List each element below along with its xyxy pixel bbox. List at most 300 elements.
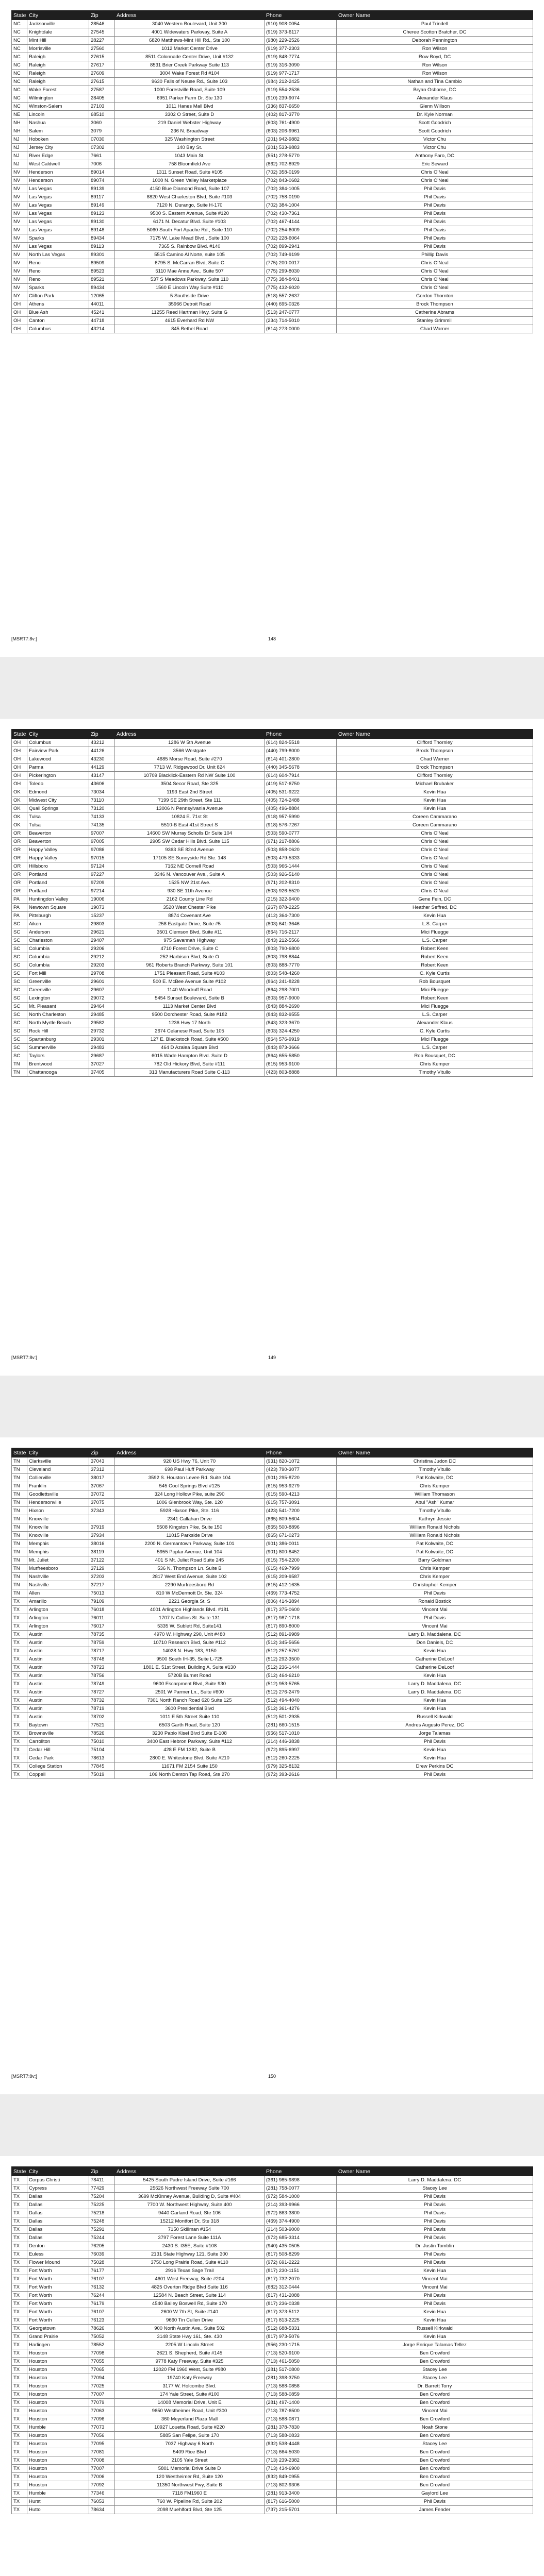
state-cell: TN xyxy=(12,1540,27,1548)
owner-cell: Ben Crowford xyxy=(337,2358,533,2366)
phone-cell: (215) 322-9400 xyxy=(265,895,337,904)
city-cell: Euless xyxy=(27,2250,89,2259)
owner-cell: Kevin Hua xyxy=(337,2267,533,2275)
zip-cell: 76123 xyxy=(89,2316,115,2325)
address-cell: 11671 FM 2154 Suite 150 xyxy=(115,1762,265,1771)
owner-cell: Brock Thompson xyxy=(337,747,533,755)
table-row xyxy=(12,78,533,86)
phone-cell: (817) 230-1151 xyxy=(265,2267,337,2275)
address-cell: 2800 E. Whitestone Blvd, Suite #210 xyxy=(115,1754,265,1762)
address-cell: 17105 SE Sunnyside Rd Ste. 148 xyxy=(115,854,265,862)
address-cell: 2205 W Lincoln Street xyxy=(115,2341,265,2349)
city-cell: Fort Worth xyxy=(27,2316,89,2325)
phone-cell: (512) 891-9989 xyxy=(265,1631,337,1639)
owner-cell: Chris O'Neal xyxy=(337,887,533,895)
city-cell: Anderson xyxy=(27,928,89,937)
zip-cell: 77008 xyxy=(89,2456,115,2465)
state-cell: TN xyxy=(12,1507,27,1515)
table-row xyxy=(12,904,533,912)
city-cell: Clarksville xyxy=(27,1458,89,1466)
address-cell: 961 Roberts Branch Parkway, Suite 101 xyxy=(115,961,265,970)
zip-cell: 76053 xyxy=(89,2498,115,2506)
address-cell: 12584 N. Beach Street, Suite 114 xyxy=(115,2292,265,2300)
state-cell: OK xyxy=(12,805,27,813)
phone-cell: (615) 590-4213 xyxy=(265,1490,337,1499)
phone-cell: (702) 228-6064 xyxy=(265,234,337,243)
zip-cell: 7661 xyxy=(89,152,115,160)
state-cell: OH xyxy=(12,309,27,317)
address-cell: 4001 Widewaters Parkway, Suite A xyxy=(115,28,265,37)
city-cell: Austin xyxy=(27,1655,89,1664)
zip-cell: 38017 xyxy=(89,1474,115,1482)
phone-cell: (775) 200-0017 xyxy=(265,259,337,267)
table-row xyxy=(12,1507,533,1515)
state-cell: NV xyxy=(12,226,27,234)
phone-cell: (919) 316-3090 xyxy=(265,61,337,70)
zip-cell: 75244 xyxy=(89,2234,115,2242)
address-cell: 2221 Georgia St. S xyxy=(115,1598,265,1606)
zip-cell: 29687 xyxy=(89,1052,115,1060)
address-cell: 4970 W. Highway 290, Unit #480 xyxy=(115,1631,265,1639)
phone-cell: (267) 878-2225 xyxy=(265,904,337,912)
address-cell: 127 E. Blackstock Road, Suite #500 xyxy=(115,1036,265,1044)
city-cell: Henderson xyxy=(27,168,89,177)
zip-cell: 79109 xyxy=(89,1598,115,1606)
address-cell: 3600 Presidential Blvd xyxy=(115,1705,265,1713)
table-row xyxy=(12,193,533,201)
zip-cell: 97015 xyxy=(89,854,115,862)
table-row xyxy=(12,2432,533,2440)
city-cell: River Edge xyxy=(27,152,89,160)
address-cell: 3750 Long Prairie Road, Suite #110 xyxy=(115,2259,265,2267)
city-cell: Columbia xyxy=(27,945,89,953)
column-header-address: Address xyxy=(115,11,265,20)
zip-cell: 37203 xyxy=(89,1573,115,1581)
phone-cell: (412) 364-7300 xyxy=(265,912,337,920)
owner-cell: Phil Davis xyxy=(337,2209,533,2217)
zip-cell: 75204 xyxy=(89,2193,115,2201)
zip-cell: 78732 xyxy=(89,1697,115,1705)
state-cell: TX xyxy=(12,2259,27,2267)
city-cell: Corpus Christi xyxy=(27,2176,89,2184)
address-cell: 11255 Reed Hartman Hwy. Suite G xyxy=(115,309,265,317)
phone-cell: (615) 953-9279 xyxy=(265,1482,337,1490)
state-cell: NV xyxy=(12,201,27,210)
owner-cell: William Ronald Nichols xyxy=(337,1532,533,1540)
zip-cell: 29708 xyxy=(89,970,115,978)
owner-cell: Christina Judon DC xyxy=(337,1458,533,1466)
table-row xyxy=(12,243,533,251)
table-row xyxy=(12,28,533,37)
zip-cell: 75218 xyxy=(89,2209,115,2217)
owner-cell: Pat Kolwaite, DC xyxy=(337,1540,533,1548)
city-cell: Houston xyxy=(27,2415,89,2424)
city-cell: Spartanburg xyxy=(27,1036,89,1044)
zip-cell: 07302 xyxy=(89,144,115,152)
state-cell: NC xyxy=(12,78,27,86)
phone-cell: (551) 278-5770 xyxy=(265,152,337,160)
table-row xyxy=(12,2456,533,2465)
table-row xyxy=(12,1655,533,1664)
state-cell: NH xyxy=(12,119,27,127)
table-row xyxy=(12,1581,533,1589)
phone-cell: (713) 664-5030 xyxy=(265,2448,337,2456)
phone-cell: (615) 412-1635 xyxy=(265,1581,337,1589)
phone-cell: (843) 832-9555 xyxy=(265,1011,337,1019)
table-row xyxy=(12,2316,533,2325)
state-cell: TN xyxy=(12,1474,27,1482)
owner-cell: Kevin Hua xyxy=(337,912,533,920)
page-number: 149 xyxy=(268,1355,276,1360)
state-cell: TX xyxy=(12,2489,27,2498)
phone-cell: (910) 239-9074 xyxy=(265,94,337,103)
state-cell: SC xyxy=(12,945,27,953)
owner-cell: Kevin Hua xyxy=(337,788,533,796)
owner-cell: Chris O'Neal xyxy=(337,871,533,879)
zip-cell: 97124 xyxy=(89,862,115,871)
state-cell: TX xyxy=(12,1762,27,1771)
phone-cell: (405) 531-9222 xyxy=(265,788,337,796)
address-cell: 1000 Forestville Road, Suite 109 xyxy=(115,86,265,94)
owner-cell: Russell Kirkwald xyxy=(337,1713,533,1721)
city-cell: Nashua xyxy=(27,119,89,127)
zip-cell: 75291 xyxy=(89,2226,115,2234)
table-row xyxy=(12,796,533,805)
city-cell: Hurst xyxy=(27,2498,89,2506)
city-cell: Tulsa xyxy=(27,821,89,829)
state-cell: TX xyxy=(12,2267,27,2275)
table-row xyxy=(12,1019,533,1027)
table-header-row xyxy=(12,730,533,739)
city-cell: Coppell xyxy=(27,1771,89,1779)
table-row xyxy=(12,912,533,920)
state-cell: SC xyxy=(12,970,27,978)
zip-cell: 77098 xyxy=(89,2349,115,2358)
zip-cell: 73110 xyxy=(89,796,115,805)
zip-cell: 89117 xyxy=(89,193,115,201)
owner-cell: Nathan and Tina Cambio xyxy=(337,78,533,86)
phone-cell: (940) 435-0505 xyxy=(265,2242,337,2250)
address-cell: 6503 Garth Road, Suite 120 xyxy=(115,1721,265,1730)
phone-cell: (423) 541-7200 xyxy=(265,1507,337,1515)
address-cell: 2621 S. Shepherd, Suite #145 xyxy=(115,2349,265,2358)
phone-cell: (615) 953-9100 xyxy=(265,1060,337,1069)
phone-cell: (512) 257-5767 xyxy=(265,1647,337,1655)
address-cell: 9363 SE 82nd Avenue xyxy=(115,846,265,854)
address-cell: 2290 Murfreesboro Rd xyxy=(115,1581,265,1589)
city-cell: Houston xyxy=(27,2448,89,2456)
zip-cell: 29621 xyxy=(89,928,115,937)
owner-cell: Ronald Bostick xyxy=(337,1598,533,1606)
phone-cell: (713) 588-0858 xyxy=(265,2382,337,2391)
table-row xyxy=(12,1771,533,1779)
phone-cell: (817) 890-8000 xyxy=(265,1622,337,1631)
state-cell: TN xyxy=(12,1573,27,1581)
city-cell: Las Vegas xyxy=(27,193,89,201)
table-row xyxy=(12,2209,533,2217)
zip-cell: 37129 xyxy=(89,1565,115,1573)
address-cell: 698 Paul Huff Parkway xyxy=(115,1466,265,1474)
table-row xyxy=(12,788,533,796)
phone-cell: (702) 749-9199 xyxy=(265,251,337,259)
zip-cell: 74133 xyxy=(89,813,115,821)
owner-cell: Chris O'Neal xyxy=(337,879,533,887)
phone-cell: (775) 432-6020 xyxy=(265,284,337,292)
phone-cell: (817) 616-5000 xyxy=(265,2498,337,2506)
phone-cell: (702) 467-4144 xyxy=(265,218,337,226)
zip-cell: 77063 xyxy=(89,2407,115,2415)
address-cell: 11015 Parkside Drive xyxy=(115,1532,265,1540)
owner-cell: Phil Davis xyxy=(337,193,533,201)
state-cell: NV xyxy=(12,218,27,226)
state-cell: TX xyxy=(12,2349,27,2358)
city-cell: Las Vegas xyxy=(27,201,89,210)
zip-cell: 27587 xyxy=(89,86,115,94)
phone-cell: (713) 520-9100 xyxy=(265,2349,337,2358)
owner-cell: Gene Fein, DC xyxy=(337,895,533,904)
owner-cell: Larry D. Maddalena, DC xyxy=(337,1631,533,1639)
city-cell: Humble xyxy=(27,2489,89,2498)
phone-cell: (817) 236-0338 xyxy=(265,2300,337,2308)
address-cell: 1011 E 5th Street Suite 110 xyxy=(115,1713,265,1721)
phone-cell: (512) 501-2935 xyxy=(265,1713,337,1721)
owner-cell: Chris O'Neal xyxy=(337,168,533,177)
address-cell: 12020 FM 1960 West, Suite #980 xyxy=(115,2366,265,2374)
zip-cell: 89301 xyxy=(89,251,115,259)
city-cell: Franklin xyxy=(27,1482,89,1490)
address-cell: 4601 West Freeway, Suite #204 xyxy=(115,2275,265,2283)
owner-cell: Kevin Hua xyxy=(337,805,533,813)
address-cell: 2341 Callahan Drive xyxy=(115,1515,265,1523)
address-cell: 219 Daniel Webster Highway xyxy=(115,119,265,127)
table-row xyxy=(12,210,533,218)
zip-cell: 37027 xyxy=(89,1060,115,1069)
table-row xyxy=(12,1705,533,1713)
address-cell: 9500 South IH-35, Suite L-725 xyxy=(115,1655,265,1664)
city-cell: Sparks xyxy=(27,234,89,243)
city-cell: Allen xyxy=(27,1589,89,1598)
address-cell: 2817 West End Avenue, Suite 102 xyxy=(115,1573,265,1581)
column-header-address: Address xyxy=(115,2167,265,2176)
phone-cell: (980) 229-2526 xyxy=(265,37,337,45)
address-cell: 900 North Austin Ave., Suite 502 xyxy=(115,2325,265,2333)
table-row xyxy=(12,276,533,284)
table-row xyxy=(12,292,533,300)
address-cell: 5955 Poplar Avenue, Unit 104 xyxy=(115,1548,265,1556)
city-cell: Mt. Juliet xyxy=(27,1556,89,1565)
state-cell: TX xyxy=(12,2250,27,2259)
address-cell: 920 US Hwy 76, Unit 70 xyxy=(115,1458,265,1466)
phone-cell: (713) 588-0871 xyxy=(265,2415,337,2424)
phone-cell: (702) 358-0199 xyxy=(265,168,337,177)
owner-cell: Dr. Justin Tomblin xyxy=(337,2242,533,2250)
city-cell: Cypress xyxy=(27,2184,89,2193)
owner-cell: Chris O'Neal xyxy=(337,829,533,838)
owner-cell: Stacey Lee xyxy=(337,2440,533,2448)
address-cell: 810 W McDermott Dr. Ste. 324 xyxy=(115,1589,265,1598)
phone-cell: (817) 973-5076 xyxy=(265,2333,337,2341)
phone-cell: (803) 957-9000 xyxy=(265,994,337,1003)
phone-cell: (806) 414-3894 xyxy=(265,1598,337,1606)
zip-cell: 75225 xyxy=(89,2201,115,2209)
state-cell: OR xyxy=(12,862,27,871)
owner-cell: Ben Crowford xyxy=(337,2391,533,2399)
state-cell: TX xyxy=(12,2465,27,2473)
table-row xyxy=(12,1647,533,1655)
state-cell: OH xyxy=(12,764,27,772)
owner-cell: Christopher Kemper xyxy=(337,1581,533,1589)
table-row xyxy=(12,772,533,780)
owner-cell: Phil Davis xyxy=(337,2300,533,2308)
address-cell: 4825 Overton Ridge Blvd Suite 116 xyxy=(115,2283,265,2292)
owner-cell: L.S. Carper xyxy=(337,1011,533,1019)
city-cell: North Las Vegas xyxy=(27,251,89,259)
table-row xyxy=(12,2275,533,2283)
zip-cell: 78727 xyxy=(89,1688,115,1697)
table-row xyxy=(12,20,533,28)
owner-cell: Clifford Thornley xyxy=(337,772,533,780)
phone-cell: (518) 557-2637 xyxy=(265,292,337,300)
state-cell: OR xyxy=(12,871,27,879)
zip-cell: 37312 xyxy=(89,1466,115,1474)
owner-cell: Dr. Kyle Norman xyxy=(337,111,533,119)
city-cell: Columbus xyxy=(27,739,89,747)
owner-cell: Kevin Hua xyxy=(337,2308,533,2316)
state-cell: TX xyxy=(12,1697,27,1705)
phone-cell: (512) 464-6210 xyxy=(265,1672,337,1680)
address-cell: 2600 W 7th St, Suite #140 xyxy=(115,2308,265,2316)
phone-cell: (512) 236-1444 xyxy=(265,1664,337,1672)
table-row xyxy=(12,1011,533,1019)
phone-cell: (201) 942-9882 xyxy=(265,135,337,144)
city-cell: Memphis xyxy=(27,1548,89,1556)
owner-cell: Coreen Cammarano xyxy=(337,813,533,821)
phone-cell: (603) 206-9961 xyxy=(265,127,337,135)
state-cell: TX xyxy=(12,1738,27,1746)
state-cell: TX xyxy=(12,1754,27,1762)
phone-cell: (440) 695-0326 xyxy=(265,300,337,309)
zip-cell: 19006 xyxy=(89,895,115,904)
phone-cell: (503) 479-5333 xyxy=(265,854,337,862)
address-cell: 9630 Falls of Neuse Rd., Suite 103 xyxy=(115,78,265,86)
owner-cell: Stacey Lee xyxy=(337,2366,533,2374)
city-cell: Reno xyxy=(27,259,89,267)
zip-cell: 76017 xyxy=(89,1622,115,1631)
table-row xyxy=(12,1565,533,1573)
state-cell: TX xyxy=(12,1606,27,1614)
owner-cell: Chris Kemper xyxy=(337,1573,533,1581)
state-cell: TX xyxy=(12,2358,27,2366)
phone-cell: (972) 584-1000 xyxy=(265,2193,337,2201)
phone-cell: (865) 671-0273 xyxy=(265,1532,337,1540)
state-cell: SC xyxy=(12,1027,27,1036)
address-cell: 6951 Parker Farm Dr. Ste 130 xyxy=(115,94,265,103)
phone-cell: (234) 714-5010 xyxy=(265,317,337,325)
owner-cell: Kevin Hua xyxy=(337,1697,533,1705)
phone-cell: (512) 953-5765 xyxy=(265,1680,337,1688)
phone-cell: (979) 325-8132 xyxy=(265,1762,337,1771)
table-row xyxy=(12,879,533,887)
zip-cell: 29485 xyxy=(89,1011,115,1019)
table-row xyxy=(12,1672,533,1680)
address-cell: 106 North Denton Tap Road, Ste 270 xyxy=(115,1771,265,1779)
city-cell: Baytown xyxy=(27,1721,89,1730)
address-cell: 7037 Highway 6 North xyxy=(115,2440,265,2448)
table-row xyxy=(12,45,533,53)
city-cell: Midwest City xyxy=(27,796,89,805)
address-cell: 14028 N. Hwy 183, #150 xyxy=(115,1647,265,1655)
phone-cell: (862) 702-8929 xyxy=(265,160,337,168)
table-row xyxy=(12,2415,533,2424)
address-cell: 7120 N. Durango, Suite H-170 xyxy=(115,201,265,210)
city-cell: Houston xyxy=(27,2399,89,2407)
zip-cell: 37934 xyxy=(89,1532,115,1540)
zip-cell: 77095 xyxy=(89,2440,115,2448)
city-cell: Nashville xyxy=(27,1581,89,1589)
table-row xyxy=(12,177,533,185)
table-row xyxy=(12,2201,533,2209)
table-row xyxy=(12,821,533,829)
phone-cell: (440) 799-8000 xyxy=(265,747,337,755)
address-cell: 4615 Everhard Rd NW xyxy=(115,317,265,325)
address-cell: 1006 Glenbrook Way, Ste. 120 xyxy=(115,1499,265,1507)
state-cell: TX xyxy=(12,2275,27,2283)
phone-cell: (803) 641-3646 xyxy=(265,920,337,928)
zip-cell: 29582 xyxy=(89,1019,115,1027)
state-cell: TN xyxy=(12,1556,27,1565)
address-cell: 11350 Northwest Fwy, Suite B xyxy=(115,2481,265,2489)
state-cell: TN xyxy=(12,1069,27,1077)
owner-cell: Phil Davis xyxy=(337,210,533,218)
owner-cell: Phil Davis xyxy=(337,2193,533,2201)
address-cell: 1236 Hwy 17 North xyxy=(115,1019,265,1027)
phone-cell: (281) 758-0077 xyxy=(265,2184,337,2193)
zip-cell: 28227 xyxy=(89,37,115,45)
owner-cell: Chris Kemper xyxy=(337,1482,533,1490)
address-cell: 5454 Sunset Boulevard, Suite B xyxy=(115,994,265,1003)
table-row xyxy=(12,838,533,846)
zip-cell: 73034 xyxy=(89,788,115,796)
address-cell: 3699 McKinney Avenue, Building D, Suite #404 xyxy=(115,2193,265,2201)
city-cell: West Caldwell xyxy=(27,160,89,168)
table-row xyxy=(12,1754,533,1762)
city-cell: Knoxville xyxy=(27,1523,89,1532)
city-cell: Austin xyxy=(27,1664,89,1672)
owner-cell: Stacey Lee xyxy=(337,2374,533,2382)
table-row xyxy=(12,2226,533,2234)
city-cell: Brownsville xyxy=(27,1730,89,1738)
table-row xyxy=(12,1631,533,1639)
phone-cell: (713) 239-2382 xyxy=(265,2456,337,2465)
state-cell: TX xyxy=(12,2374,27,2382)
state-cell: OR xyxy=(12,838,27,846)
address-cell: 1113 Market Center Blvd xyxy=(115,1003,265,1011)
address-cell: 25626 Northwest Freeway Suite 700 xyxy=(115,2184,265,2193)
zip-cell: 77346 xyxy=(89,2489,115,2498)
zip-cell: 89521 xyxy=(89,276,115,284)
phone-cell: (737) 215-5701 xyxy=(265,2506,337,2514)
phone-cell: (864) 716-2117 xyxy=(265,928,337,937)
city-cell: Portland xyxy=(27,887,89,895)
address-cell: 3148 State Hwy 161, Ste. 430 xyxy=(115,2333,265,2341)
address-cell: 236 N. Broadway xyxy=(115,127,265,135)
state-cell: TN xyxy=(12,1548,27,1556)
state-cell: TN xyxy=(12,1482,27,1490)
table-row xyxy=(12,2424,533,2432)
state-cell: SC xyxy=(12,1011,27,1019)
state-cell: TX xyxy=(12,2300,27,2308)
owner-cell: Phil Davis xyxy=(337,226,533,234)
